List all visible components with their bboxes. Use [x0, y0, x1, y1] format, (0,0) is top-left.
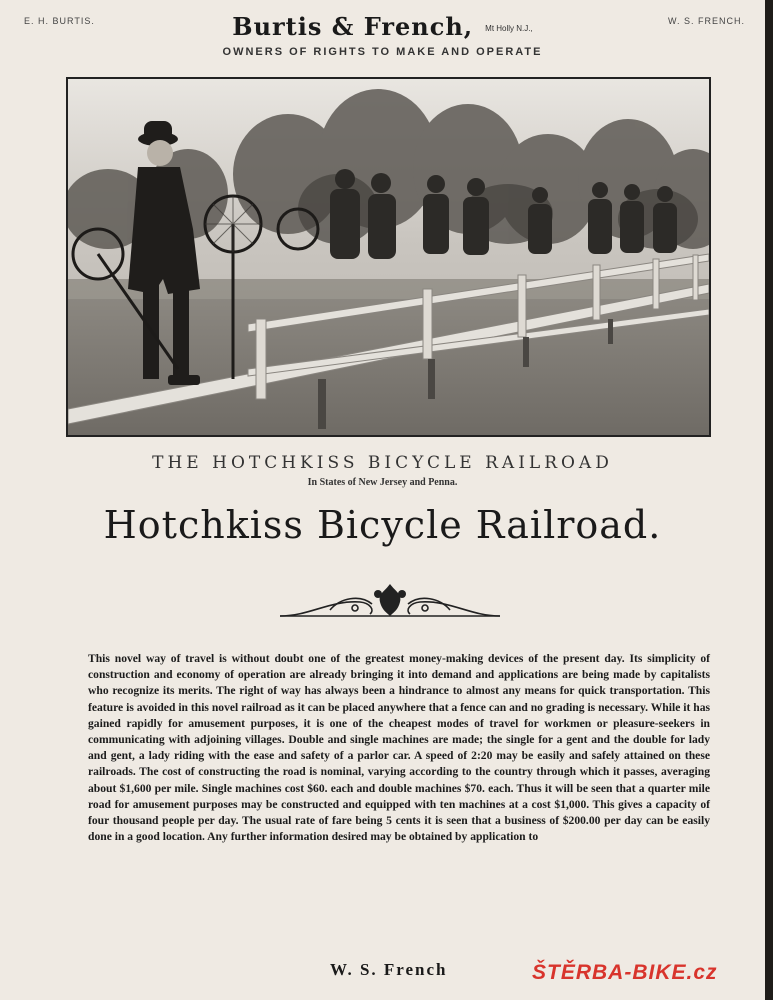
firm-name: Burtis & French, [232, 12, 474, 41]
frame-edge [765, 0, 773, 1000]
watermark-right: -BIKE.cz [624, 961, 718, 984]
watermark-logo [532, 961, 718, 985]
partner-name-left: E. H. BURTIS. [24, 16, 95, 26]
partner-name-right: W. S. FRENCH. [667, 16, 745, 26]
photo-caption-subtitle: In States of New Jersey and Penna. [307, 477, 458, 488]
ornament-flourish-icon [270, 580, 510, 626]
advertisement-body-text: This novel way of travel is without doubt one of the greatest money-making devices of the present day. Its simplicity of construction and economy of operation are already bringing it into demand and applications are being made by capitalists who recognize its merits. The right of way has always been a hindrance to almost any means for quick transportation. This feature is avoided in this novel railroad as it can be placed anywhere that a fence can and no grading is necessary. While it has gained rapidly for amusement purposes, it is one of the cheapest modes of travel for workmen or pleasure-seekers in communicating with adjoining villages. Double and single machines are made; the single for a gent and the double for lady and gent, a lady riding with the ease and safety of a parlor car. A speed of 2:20 may be easily and safely attained on these railroads. The cost of constructing the road is nominal, varying according to the country through which it passes, averaging about $1,600 per mile. Single machines cost $60. each and double machines $70. each. Thus it will be seen that a quarter mile road for amusement purposes may be constructed and equipped with ten machines at a cost $1,000. This gives a capacity of four thousand people per day. The usual rate of fare being 5 cents it is seen that a business of $200.00 per day can be easily done in a good location. Any further information desired may be obtained by application to [88, 652, 710, 844]
railroad-photo-illustration [68, 79, 709, 435]
watermark-left: ŠTĚRBA [532, 961, 625, 984]
firm-subtitle: OWNERS OF RIGHTS TO MAKE AND OPERATE [222, 46, 543, 58]
photo-caption: THE HOTCHKISS BICYCLE RAILROAD [152, 453, 613, 473]
signature: W. S. French [330, 960, 448, 979]
firm-header [0, 12, 765, 41]
firm-location: Mt Holly N.J., [485, 24, 533, 33]
railroad-photograph [66, 77, 711, 437]
headline: Hotchkiss Bicycle Railroad. [103, 503, 662, 547]
